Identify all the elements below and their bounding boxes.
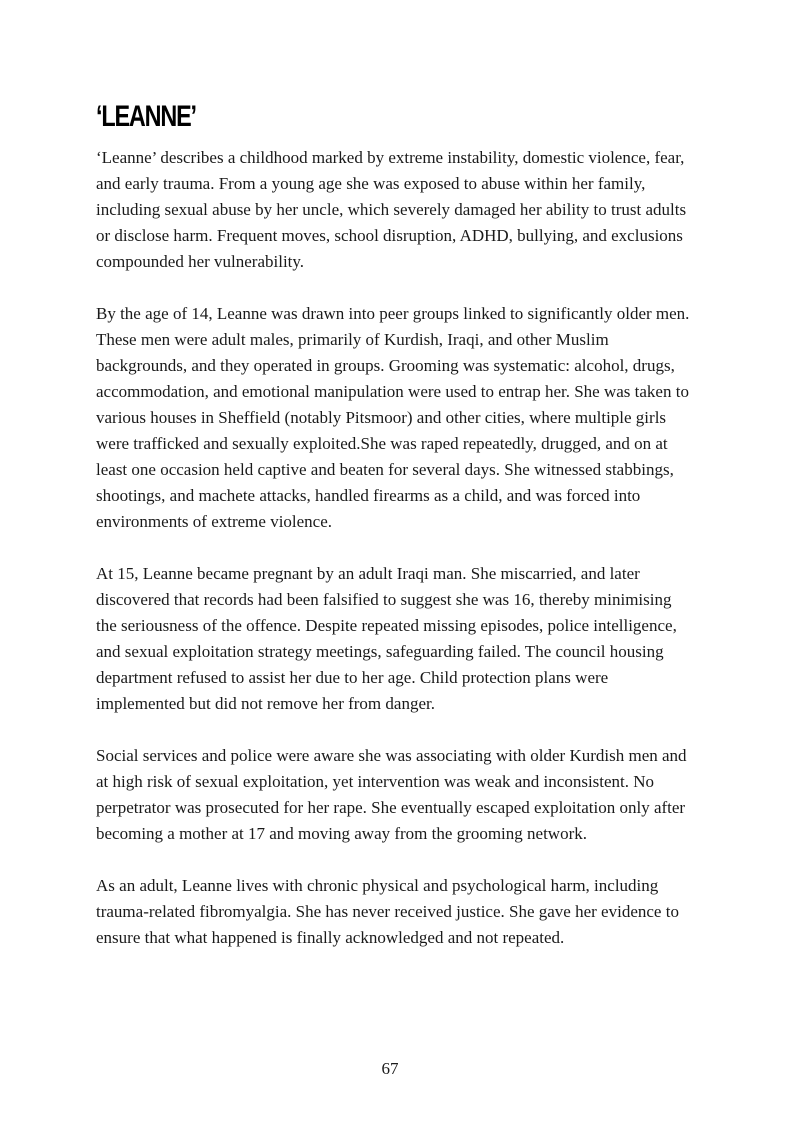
paragraph: As an adult, Leanne lives with chronic physical and psychological harm, including trauma-related fibromyalgia. She has never received justice. She gave her evidence to ensure that what happened is finally acknowledged and not repeated. bbox=[96, 876, 679, 947]
section-heading: ‘LEANNE’ bbox=[96, 100, 196, 133]
paragraph: Social services and police were aware she was associating with older Kurdish men and at high risk of sexual exploitation, yet intervention was weak and inconsistent. No perpetrator was prosecuted for her rape. She eventually escaped exploitation only after becoming a mother at 17 and moving away from the grooming network. bbox=[96, 746, 687, 843]
body-text bbox=[96, 145, 696, 977]
paragraph: ‘Leanne’ describes a childhood marked by extreme instability, domestic violence, fear, and early trauma. From a young age she was exposed to abuse within her family, including sexual abuse by her uncle, which severely damaged her ability to trust adults or disclose harm. Frequent moves, school disruption, ADHD, bullying, and exclusions compounded her vulnerability. bbox=[96, 148, 687, 271]
paragraph: By the age of 14, Leanne was drawn into peer groups linked to significantly older men. These men were adult males, primarily of Kurdish, Iraqi, and other Muslim backgrounds, and they operated in groups. Grooming was systematic: alcohol, drugs, accommodation, and emotional manipulation were used to entrap her. She was taken to various houses in Sheffield (notably Pitsmoor) and other cities, where multiple girls were trafficked and sexually exploited.She was raped repeatedly, drugged, and on at least one occasion held captive and beaten for several days. She witnessed stabbings, shootings, and machete attacks, handled firearms as a child, and was forced into environments of extreme violence. bbox=[96, 304, 690, 531]
page-number: 67 bbox=[381, 1059, 399, 1078]
paragraph: At 15, Leanne became pregnant by an adult Iraqi man. She miscarried, and later discovered that records had been falsified to suggest she was 16, thereby minimising the seriousness of the offence. Despite repeated missing episodes, police intelligence, and sexual exploitation strategy meetings, safeguarding failed. The council housing department refused to assist her due to her age. Child protection plans were implemented but did not remove her from danger. bbox=[96, 564, 677, 713]
